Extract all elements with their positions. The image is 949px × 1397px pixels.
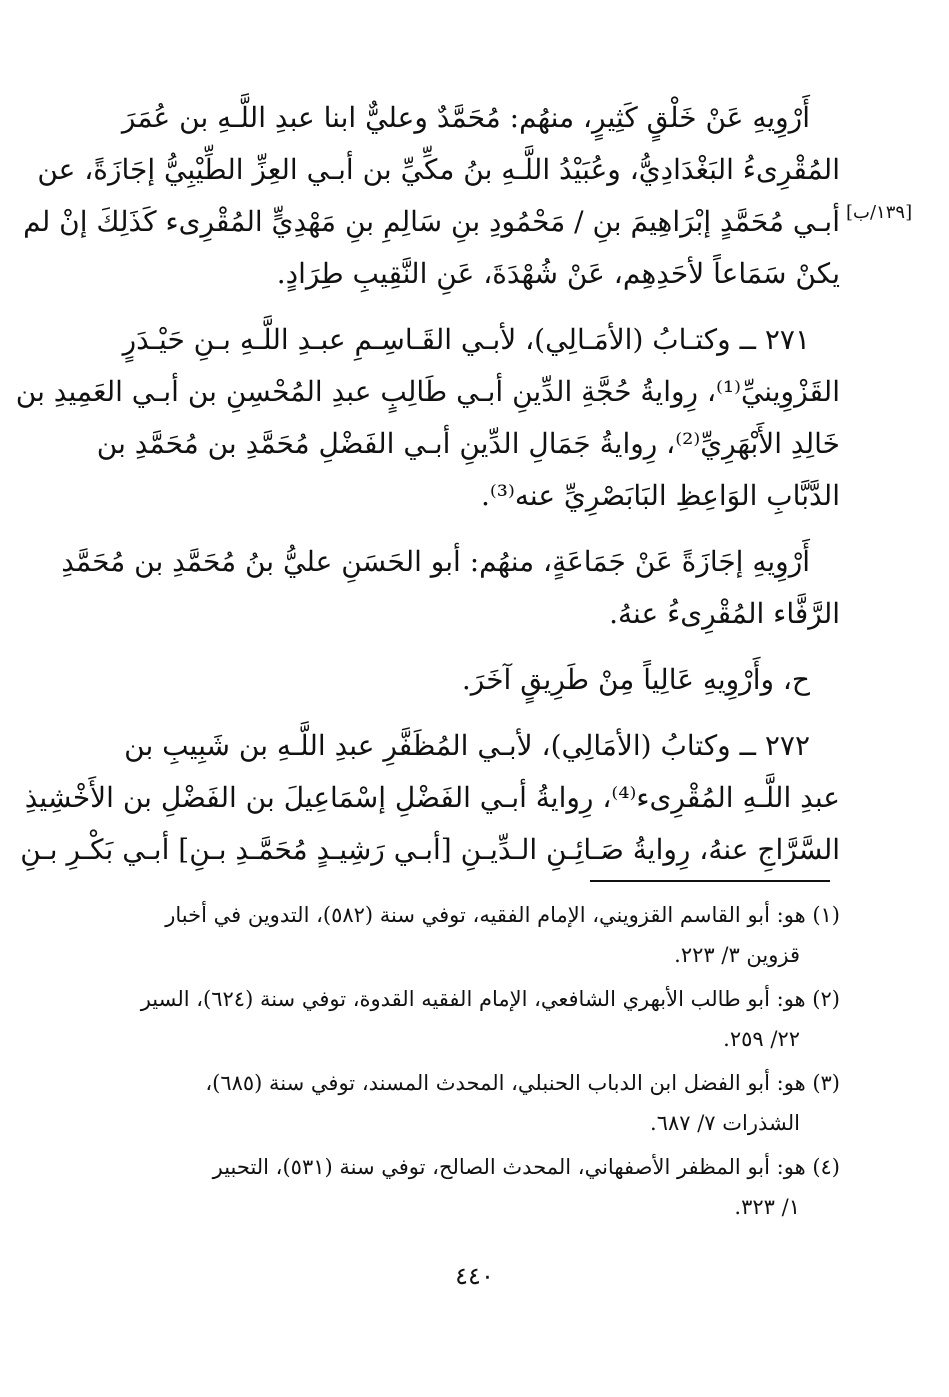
paragraph-1 (23, 92, 840, 300)
margin-folio-note: [١٣٩/ب] (846, 202, 913, 223)
footnote-3 (100, 1063, 840, 1143)
main-text (15, 92, 840, 876)
text-line: القَزْوِينيِّ⁽¹⁾، رِوايةُ حُجَّةِ الدِّينِ أبـي طَالِبٍ عبدِ المُحْسِنِ بن أبـي العَمِيدِ بن (15, 375, 840, 408)
text-line: عبدِ اللَّـهِ المُقْرِىء⁽⁴⁾، رِوايةُ أبـي الفَضْلِ إسْمَاعِيلَ بن الفَضْلِ بن الأَخْشِيذِ (24, 781, 840, 814)
text-line: ٢٧٢ ــ وكتابُ (الأمَالِي)، لأبـي المُظَفَّرِ عبدِ اللَّـهِ بن شَبِيبِ بن (124, 729, 810, 762)
paragraph-4 (100, 654, 840, 706)
text-line: يكنْ سَمَاعاً لأحَدِهِم، عَنْ شُهْدَةَ، عَنِ النَّقِيبِ طِرَادٍ. (276, 257, 840, 290)
footnote-line: ٢٢/ ٢٥٩. (723, 1027, 800, 1051)
text-line: أَرْوِيهِ إجَازَةً عَنْ جَمَاعَةٍ، منهُم: أبو الحَسَنِ عليُّ بنُ مُحَمَّدِ بن مُحَمَّدِ (61, 545, 810, 578)
text-line: ٢٧١ ــ وكتـابُ (الأمَـالِي)، لأبـي القَـاسِـمِ عبـدِ اللَّـهِ بـنِ حَيْـدَرٍ (122, 323, 810, 356)
paragraph-271 (15, 314, 840, 522)
footnote-line: (٢) هو: أبو طالب الأبهري الشافعي، الإمام الفقيه القدوة، توفي سنة (٦٢٤)، السير (140, 987, 840, 1011)
text-line: المُقْرِىءُ البَغْدَادِيُّ، وعُبَيْدُ اللَّـهِ بنُ مكِّيِّ بن أبـي العِزِّ الطِّيْبِيُّ إجَازَةً، عن (37, 153, 840, 186)
page-number: ٤٤٠ (455, 1262, 494, 1290)
text-line: خَالِدِ الأَبْهَرِيِّ⁽²⁾، رِوايةُ جَمَالِ الدِّينِ أبـي الفَضْلِ مُحَمَّدِ بن مُحَمَّدِ بن (96, 427, 840, 460)
footnote-line: قزوين ٣/ ٢٢٣. (674, 943, 800, 967)
text-line: الدَّبَّابِ الوَاعِظِ البَابَصْرِيِّ عنه⁽³⁾. (480, 479, 840, 512)
text-line: أبـي مُحَمَّدٍ إبْرَاهِيمَ بنِ / مَحْمُودِ بنِ سَالِمِ بنِ مَهْدِيٍّ المُقْرِىء كَذَلِكَ إنْ لم (23, 205, 840, 238)
footnote-line: (١) هو: أبو القاسم القزويني، الإمام الفقيه، توفي سنة (٥٨٢)، التدوين في أخبار (165, 903, 840, 927)
footnote-line: الشذرات ٧/ ٦٨٧. (650, 1111, 800, 1135)
text-line: الرَّفَّاء المُقْرِىءُ عنهُ. (609, 597, 840, 630)
text-line: ح، وأَرْوِيهِ عَالِياً مِنْ طَرِيقٍ آخَرَ. (461, 663, 810, 696)
text-line: السَّرَّاجِ عنهُ، رِوايةُ صَـائِـنِ الـدِّيـنِ [أبـي رَشِيـدٍ مُحَمَّـدِ بـنِ] أبـي بَكْـرِ بـنِ (20, 833, 840, 866)
footnotes (100, 895, 840, 1231)
paragraph-272 (20, 720, 840, 876)
footnote-1 (100, 895, 840, 975)
footnote-4 (100, 1147, 840, 1227)
text-line: أَرْوِيهِ عَنْ خَلْقٍ كَثِيرٍ، منهُم: مُحَمَّدٌ وعليٌّ ابنا عبدِ اللَّـهِ بن عُمَرَ (121, 101, 810, 134)
footnote-separator (590, 880, 830, 882)
footnote-line: (٤) هو: أبو المظفر الأصفهاني، المحدث الصالح، توفي سنة (٥٣١)، التحبير (212, 1155, 840, 1179)
paragraph-3 (61, 536, 840, 640)
footnote-2 (100, 979, 840, 1059)
footnote-line: (٣) هو: أبو الفضل ابن الدباب الحنبلي، المحدث المسند، توفي سنة (٦٨٥)، (205, 1071, 840, 1095)
footnote-line: ١/ ٣٢٣. (734, 1195, 800, 1219)
